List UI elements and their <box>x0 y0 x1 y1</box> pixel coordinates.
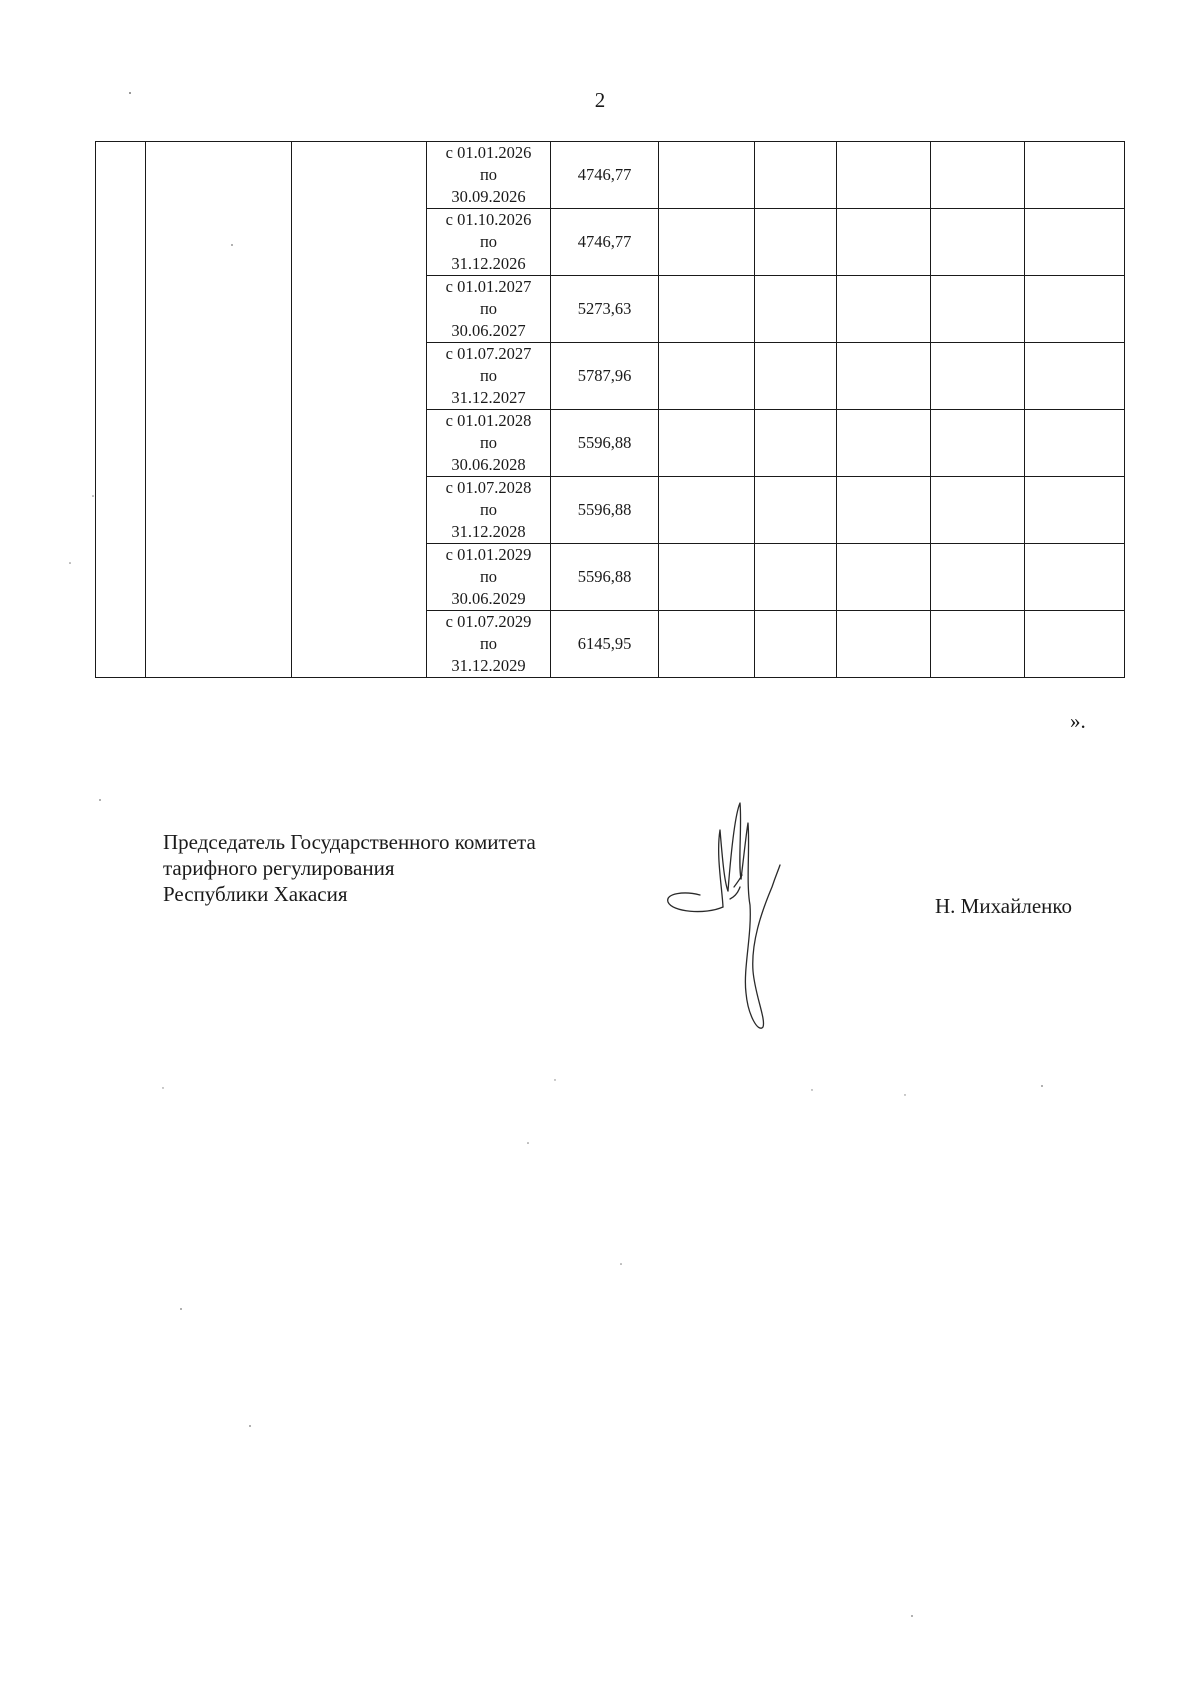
period-start: с 01.01.2026 <box>445 143 532 162</box>
organization-cell <box>146 142 292 678</box>
tariff-value-cell: 6145,95 <box>551 611 659 678</box>
handwritten-signature <box>660 795 810 1035</box>
empty-cell <box>931 611 1025 678</box>
empty-cell <box>931 544 1025 611</box>
empty-cell <box>659 611 755 678</box>
position-line: тарифного регулирования <box>163 856 395 880</box>
period-start: с 01.07.2027 <box>445 344 532 363</box>
period-start: с 01.07.2029 <box>445 612 532 631</box>
empty-cell <box>659 343 755 410</box>
tariff-value-cell: 4746,77 <box>551 209 659 276</box>
empty-cell <box>659 276 755 343</box>
empty-cell <box>837 209 931 276</box>
period-end: 30.06.2029 <box>451 589 526 608</box>
empty-cell <box>931 477 1025 544</box>
tariff-value-cell: 5787,96 <box>551 343 659 410</box>
tariff-type-cell <box>292 142 427 678</box>
period-cell <box>427 410 551 477</box>
empty-cell <box>1025 477 1125 544</box>
signatory-position <box>163 829 536 907</box>
empty-cell <box>837 410 931 477</box>
empty-cell <box>659 544 755 611</box>
tariff-value-cell: 5596,88 <box>551 477 659 544</box>
position-line: Республики Хакасия <box>163 882 348 906</box>
period-to: по <box>479 500 498 519</box>
empty-cell <box>755 477 837 544</box>
empty-cell <box>1025 544 1125 611</box>
signatory-name: Н. Михайленко <box>935 894 1073 918</box>
period-cell <box>427 343 551 410</box>
row-number-cell <box>96 142 146 678</box>
period-end: 31.12.2026 <box>451 254 526 273</box>
period-end: 31.12.2029 <box>451 656 526 675</box>
empty-cell <box>837 276 931 343</box>
empty-cell <box>837 142 931 209</box>
period-end: 30.06.2027 <box>451 321 526 340</box>
closing-quote: ». <box>1070 709 1086 733</box>
period-end: 31.12.2028 <box>451 522 526 541</box>
table-row <box>96 142 1125 209</box>
empty-cell <box>659 477 755 544</box>
empty-cell <box>931 410 1025 477</box>
empty-cell <box>931 343 1025 410</box>
period-to: по <box>479 433 498 452</box>
empty-cell <box>1025 142 1125 209</box>
period-end: 31.12.2027 <box>451 388 526 407</box>
period-start: с 01.07.2028 <box>445 478 532 497</box>
empty-cell <box>837 477 931 544</box>
period-cell <box>427 209 551 276</box>
tariff-table <box>95 141 1125 678</box>
empty-cell <box>755 209 837 276</box>
empty-cell <box>755 142 837 209</box>
period-start: с 01.01.2029 <box>445 545 532 564</box>
position-line: Председатель Государственного комитета <box>163 830 536 854</box>
empty-cell <box>1025 276 1125 343</box>
tariff-value-cell: 5273,63 <box>551 276 659 343</box>
empty-cell <box>755 410 837 477</box>
empty-cell <box>659 209 755 276</box>
tariff-value-cell: 4746,77 <box>551 142 659 209</box>
tariff-value-cell: 5596,88 <box>551 410 659 477</box>
empty-cell <box>837 611 931 678</box>
empty-cell <box>931 209 1025 276</box>
period-to: по <box>479 634 498 653</box>
period-start: с 01.01.2027 <box>445 277 532 296</box>
period-to: по <box>479 567 498 586</box>
period-cell <box>427 477 551 544</box>
empty-cell <box>931 142 1025 209</box>
empty-cell <box>837 544 931 611</box>
period-end: 30.09.2026 <box>451 187 526 206</box>
tariff-value-cell: 5596,88 <box>551 544 659 611</box>
period-cell <box>427 611 551 678</box>
period-to: по <box>479 165 498 184</box>
empty-cell <box>755 544 837 611</box>
empty-cell <box>755 343 837 410</box>
empty-cell <box>837 343 931 410</box>
period-to: по <box>479 299 498 318</box>
empty-cell <box>659 410 755 477</box>
page-number: 2 <box>594 88 606 112</box>
period-cell <box>427 142 551 209</box>
empty-cell <box>755 276 837 343</box>
empty-cell <box>1025 343 1125 410</box>
period-cell <box>427 276 551 343</box>
period-start: с 01.01.2028 <box>445 411 532 430</box>
period-to: по <box>479 232 498 251</box>
period-end: 30.06.2028 <box>451 455 526 474</box>
empty-cell <box>1025 209 1125 276</box>
empty-cell <box>1025 611 1125 678</box>
period-to: по <box>479 366 498 385</box>
empty-cell <box>1025 410 1125 477</box>
empty-cell <box>931 276 1025 343</box>
period-cell <box>427 544 551 611</box>
empty-cell <box>755 611 837 678</box>
empty-cell <box>659 142 755 209</box>
tariff-table-body <box>96 142 1125 678</box>
period-start: с 01.10.2026 <box>445 210 532 229</box>
